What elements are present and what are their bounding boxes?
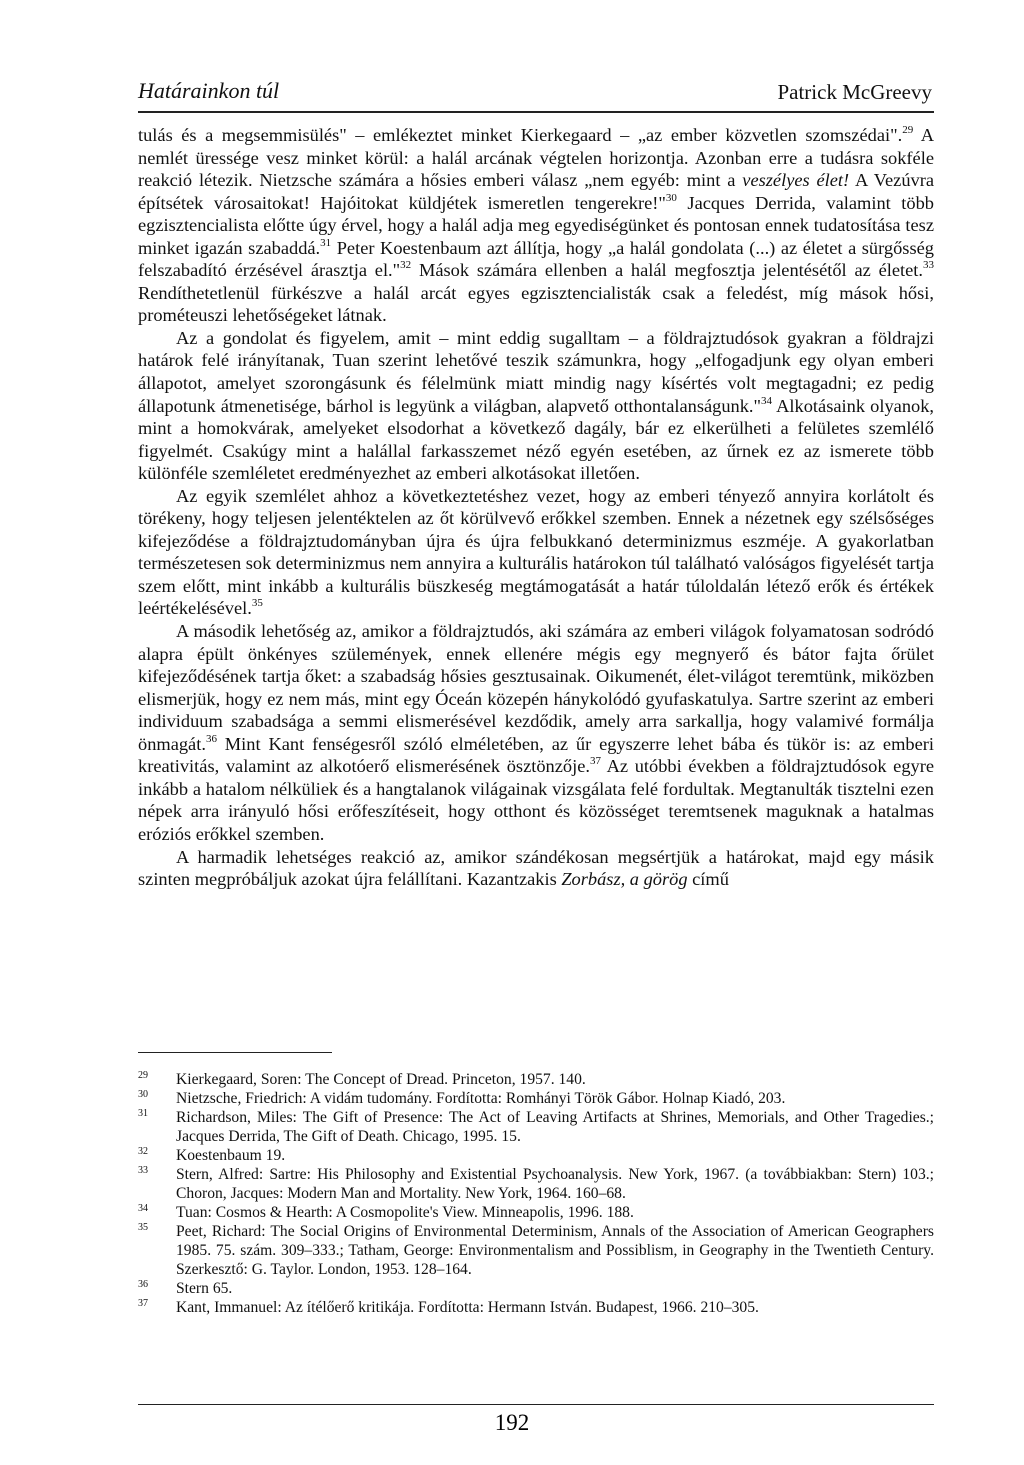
footnote-30 bbox=[138, 1089, 934, 1108]
footnote-ref-31[interactable]: 31 bbox=[320, 236, 332, 249]
footnote-ref-33[interactable]: 33 bbox=[923, 259, 934, 272]
footnote-number: 33 bbox=[138, 1165, 148, 1176]
running-header-title: Határainkon túl bbox=[138, 78, 280, 103]
footnote-text: Stern, Alfred: Sartre: His Philosophy and Existential Psychoanalysis. New York, 1967. (a továbbiakban: Stern) 103.; Choron, Jacques: Modern Man and Mortality. New York, 1964. 160–68. bbox=[176, 1166, 934, 1202]
footnote-text: Nietzsche, Friedrich: A vidám tudomány. Fordította: Romhányi Török Gábor. Holnap Kiadó, 203. bbox=[176, 1090, 786, 1107]
body-text bbox=[138, 124, 934, 891]
footnote-number: 29 bbox=[138, 1070, 148, 1081]
footnote-text: Kant, Immanuel: Az ítélőerő kritikája. Fordította: Hermann István. Budapest, 1966. 210–305. bbox=[176, 1299, 759, 1316]
footnote-number: 32 bbox=[138, 1146, 148, 1157]
footnote-ref-29[interactable]: 29 bbox=[902, 124, 914, 136]
paragraph-3: Az egyik szemlélet ahhoz a következtetéshez vezet, hogy az emberi tényező annyira korlátolt és törékeny, hogy teljesen jelentéktelen az őt körülvevő erőkkel szemben. Ennek a nézetnek egy szélsőséges kifejeződése a földrajztudományban újra és újra felbukkanó determinizmus eszméje. A gyakorlatban természetesen sok determinizmus nem annyira a kulturális határokon túl található valóságos figyelését tartja szem előtt, mint inkább a kulturális büszkeség megtámogatását a határ túloldalán létező erők és értékek leértékelésével.$^{35}$ bbox=[138, 485, 934, 619]
footnote-ref-35[interactable]: 35 bbox=[251, 597, 263, 610]
footnote-text: Peet, Richard: The Social Origins of Environmental Determinism, Annals of the Association of American Geographers 1985. 75. szám. 309–333.; Tatham, George: Environmentalism and Possiblism, in Geography in the Twentieth Century. Szerkesztő: G. Taylor. London, 1953. 128–164. bbox=[176, 1223, 934, 1278]
footnote-34 bbox=[138, 1203, 934, 1222]
footnotes bbox=[138, 1070, 934, 1317]
footnote-35 bbox=[138, 1222, 934, 1279]
footnote-29 bbox=[138, 1070, 934, 1089]
footnote-text: Richardson, Miles: The Gift of Presence: The Act of Leaving Artifacts at Shrines, Memorials, and Other Tragedies.; Jacques Derrida, The Gift of Death. Chicago, 1995. 15. bbox=[176, 1109, 934, 1145]
footnote-ref-34[interactable]: 34 bbox=[761, 394, 773, 407]
footnote-text: Koestenbaum 19. bbox=[176, 1147, 286, 1164]
footnote-number: 34 bbox=[138, 1203, 148, 1214]
footnote-ref-30[interactable]: 30 bbox=[665, 191, 677, 204]
footnote-number: 36 bbox=[138, 1279, 148, 1290]
running-header-author: Patrick McGreevy bbox=[777, 80, 932, 104]
footnote-number: 31 bbox=[138, 1108, 148, 1119]
header-rule bbox=[138, 111, 934, 113]
footnote-37 bbox=[138, 1298, 934, 1317]
paragraph-4: A második lehetőség az, amikor a földrajztudós, aki számára az emberi világok folyamatosan sodródó alapra épült önkényes szülemények, ennek ellenére mégis egy megnyerő és bátor fajta őrület kifejeződésének tartja őket: a szabadság hősies gesztusainak. Oikumenét, élet-világot teremtünk, miközben elismerjük, hogy ez nem más, mint egy Óceán közepén hánykolódó gyufaskatulya. Sartre szerint az emberi individuum szabadsága a semmi elismerésével kezdődik, amely arra sarkallja, hogy valamivé formálja önmagát.$^{36}$ Mint Kant fenségesről szóló elméletében, az űr egyszerre lehet bába és tükör is: az emberi kreativitás, valamint az alkotóerő elismerésének ösztönzője.$^{37}$ Az utóbbi években a földrajztudósok egyre inkább a hatalom nélküliek és a hangtalanok világainak vizsgálata felé fordultak. Megtanulták tisztelni ezen népek arra irányuló hősi erőfeszítéseit, hogy otthont és közösséget teremtsenek maguknak a hatalmas eróziós erőkkel szemben. bbox=[138, 621, 935, 844]
bottom-rule bbox=[138, 1404, 934, 1405]
footnote-number: 30 bbox=[138, 1089, 148, 1100]
footnote-ref-32[interactable]: 32 bbox=[400, 259, 412, 272]
footnote-ref-37[interactable]: 37 bbox=[589, 755, 601, 768]
footnote-number: 37 bbox=[138, 1298, 148, 1309]
footnote-33 bbox=[138, 1165, 934, 1203]
footnote-text: Kierkegaard, Soren: The Concept of Dread. Princeton, 1957. 140. bbox=[176, 1071, 586, 1088]
footnote-ref-36[interactable]: 36 bbox=[205, 732, 217, 745]
footnote-separator bbox=[138, 1052, 332, 1053]
paragraph-1: tulás és a megsemmisülés" – emlékeztet minket Kierkegaard – „az ember közvetlen szomszédai".$^{29}$ A nemlét üressége vesz minket körül: a halál arcának végtelen horizontja. Azonban erre a tudásra sokféle reakció létezik. Nietzsche számára a hősies emberi válasz „nem egyéb: mint a veszélyes élet! A Vezúvra építsétek városaitokat! Hajóitokat küldjétek ismeretlen tengerekre!"$^{30}$ Jacques Derrida, valamint több egzisztencialista előtte úgy érvel, hogy a halál adja meg egyediségünket és pontosan ennek tudatosítása tesz minket igazán szabaddá.$^{31}$ Peter Koestenbaum azt állítja, hogy „a halál gondolata (...) az életet a sürgősség felszabadító érzésével árasztja el."$^{32}$ Mások számára ellenben a halál megfosztja jelentésétől az életet.$^{33}$ Rendíthetetlenül fürkészve a halál arcát egyes egzisztencialisták csak a feledést, míg mások hősi, prométeuszi lehetőségeket látnak. bbox=[138, 124, 934, 326]
footnote-text: Stern 65. bbox=[176, 1280, 233, 1297]
page-number: 192 bbox=[494, 1410, 530, 1435]
paragraph-5: A harmadik lehetséges reakció az, amikor szándékosan megsértjük a határokat, majd egy másik szinten megpróbáljuk azokat újra felállítani. Kazantzakis Zorbász, a görög című bbox=[138, 846, 934, 890]
footnote-31 bbox=[138, 1108, 934, 1146]
footnote-number: 35 bbox=[138, 1222, 148, 1233]
footnote-36 bbox=[138, 1279, 934, 1298]
paragraph-2: Az a gondolat és figyelem, amit – mint eddig sugalltam – a földrajztudósok gyakran a földrajzi határok felé irányítanak, Tuan szerint lehetővé teszik számunkra, hogy „elfogadjunk egy olyan emberi állapotot, amelyet szorongásunk és félelmünk miatt mindig nagy kísértés volt megtagadni; ez pedig állapotunk átmenetisége, bárhol is legyünk a világban, alapvető otthontalanságunk."$^{34}$ Alkotásaink olyanok, mint a homokvárak, amelyeket elsodorhat a következő dagály, bár ez elkerülheti a felületes szemlélő figyelmét. Csakúgy mint a halállal farkasszemet néző egyén esetében, az űrnek ez az ismerete több különféle szemléletet eredményezhet az emberi alkotásokat illetően. bbox=[138, 327, 934, 484]
footnote-32 bbox=[138, 1146, 934, 1165]
footnote-text: Tuan: Cosmos & Hearth: A Cosmopolite's View. Minneapolis, 1996. 188. bbox=[176, 1204, 634, 1221]
